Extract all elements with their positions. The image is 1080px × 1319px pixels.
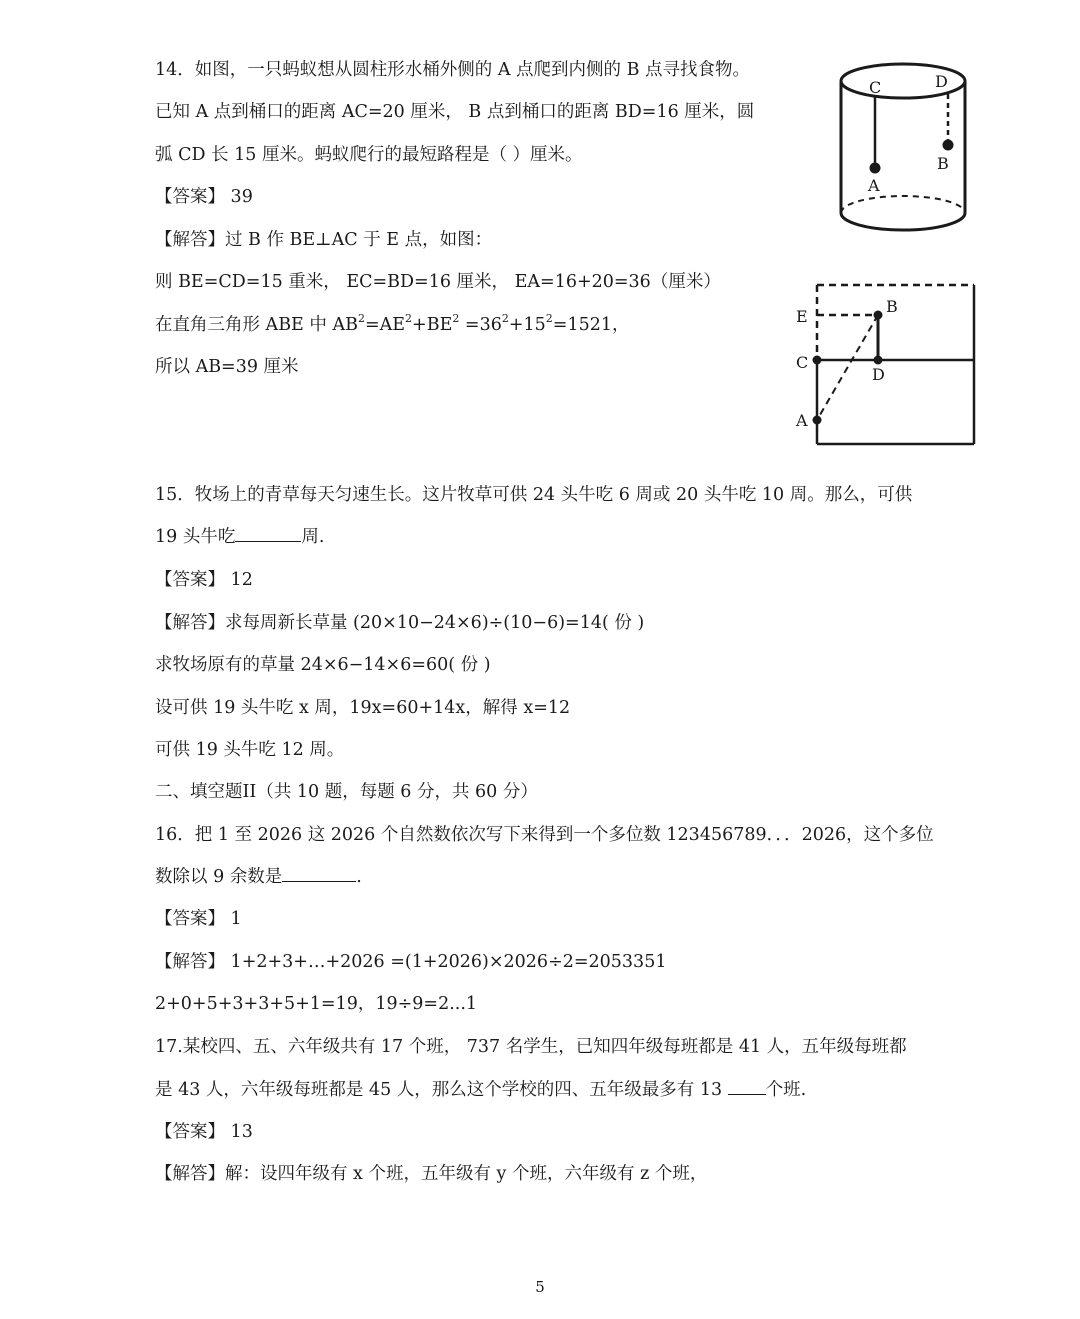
q14-solution-line3: 在直角三角形 ABE 中 $AB^2=AE^2+BE^2 =36^2+15^2=1521$，: [155, 312, 630, 335]
fig1-label-D: D: [935, 72, 948, 91]
q15-solution-line1: 【解答】求每周新长草量 (20×10−24×6)÷(10−6)=14( 份 ): [155, 613, 645, 633]
q14-solution-line2: 则 BE=CD=15 重米， EC=BD=16 厘米， EA=16+20=36（厘米）: [155, 272, 721, 292]
q16-line2: 数除以 9 余数是 .: [155, 867, 362, 887]
fig1-label-B: B: [937, 154, 949, 173]
q17-answer: 【答案】 13: [155, 1122, 253, 1142]
page-number: 5: [535, 1278, 545, 1296]
q15-solution-line3: 设可供 19 头牛吃 x 周，19x=60+14x，解得 x=12: [155, 698, 571, 718]
q15-line2: 19 头牛吃 周.: [155, 527, 325, 547]
answer-blank: [235, 525, 301, 542]
q16-solution-line1: 【解答】 1+2+3+…+2026 =(1+2026)×2026÷2=2053351: [155, 952, 667, 972]
fig2-label-B: B: [886, 297, 898, 316]
section-heading: 二、填空题II（共 10 题，每题 6 分，共 60 分）: [155, 782, 538, 802]
fig1-label-A: A: [868, 176, 880, 195]
q17-line2: 是 43 人，六年级每班都是 45 人，那么这个学校的四、五年级最多有 13 个班.: [155, 1080, 807, 1100]
q14-answer: 【答案】 39: [155, 187, 253, 207]
answer-blank: [282, 865, 356, 882]
q14-solution-line1: 【解答】过 B 作 BE⊥AC 于 E 点，如图：: [155, 230, 493, 250]
q15-solution-line4: 可供 19 头牛吃 12 周。: [155, 740, 345, 760]
q14-line3: 弧 CD 长 15 厘米。蚂蚁爬行的最短路程是（ ）厘米。: [155, 145, 583, 165]
q15-solution-line2: 求牧场原有的草量 24×6−14×6=60( 份 ): [155, 655, 491, 675]
q14-line2: 已知 A 点到桶口的距离 AC=20 厘米， B 点到桶口的距离 BD=16 厘米，圆: [155, 102, 755, 122]
q16-solution-line2: 2+0+5+3+3+5+1=19，19÷9=2...1: [155, 994, 478, 1014]
fig1-label-C: C: [869, 78, 882, 97]
fig2-label-A: A: [796, 411, 808, 430]
q14-line1: 14．如图，一只蚂蚁想从圆柱形水桶外侧的 A 点爬到内侧的 B 点寻找食物。: [155, 60, 751, 80]
q17-line1: 17.某校四、五、六年级共有 17 个班， 737 名学生，已知四年级每班都是 41 人，五年级每班都: [155, 1037, 907, 1057]
fig2-label-C: C: [796, 353, 809, 372]
q16-answer: 【答案】 1: [155, 909, 242, 929]
cylinder-figure: [830, 55, 975, 245]
q17-solution-line1: 【解答】解：设四年级有 x 个班，五年级有 y 个班，六年级有 z 个班，: [155, 1164, 708, 1184]
fig2-label-D: D: [872, 365, 885, 384]
q14-solution-line4: 所以 AB=39 厘米: [155, 357, 299, 377]
q16-line1: 16．把 1 至 2026 这 2026 个自然数依次写下来得到一个多位数 123456789．．．2026，这个多位: [155, 825, 934, 845]
answer-blank: [728, 1078, 766, 1095]
unfolded-diagram: [790, 278, 985, 450]
q15-line1: 15．牧场上的青草每天匀速生长。这片牧草可供 24 头牛吃 6 周或 20 头牛吃 10 周。那么，可供: [155, 485, 913, 505]
q15-answer: 【答案】 12: [155, 570, 253, 590]
fig2-label-E: E: [796, 307, 808, 326]
